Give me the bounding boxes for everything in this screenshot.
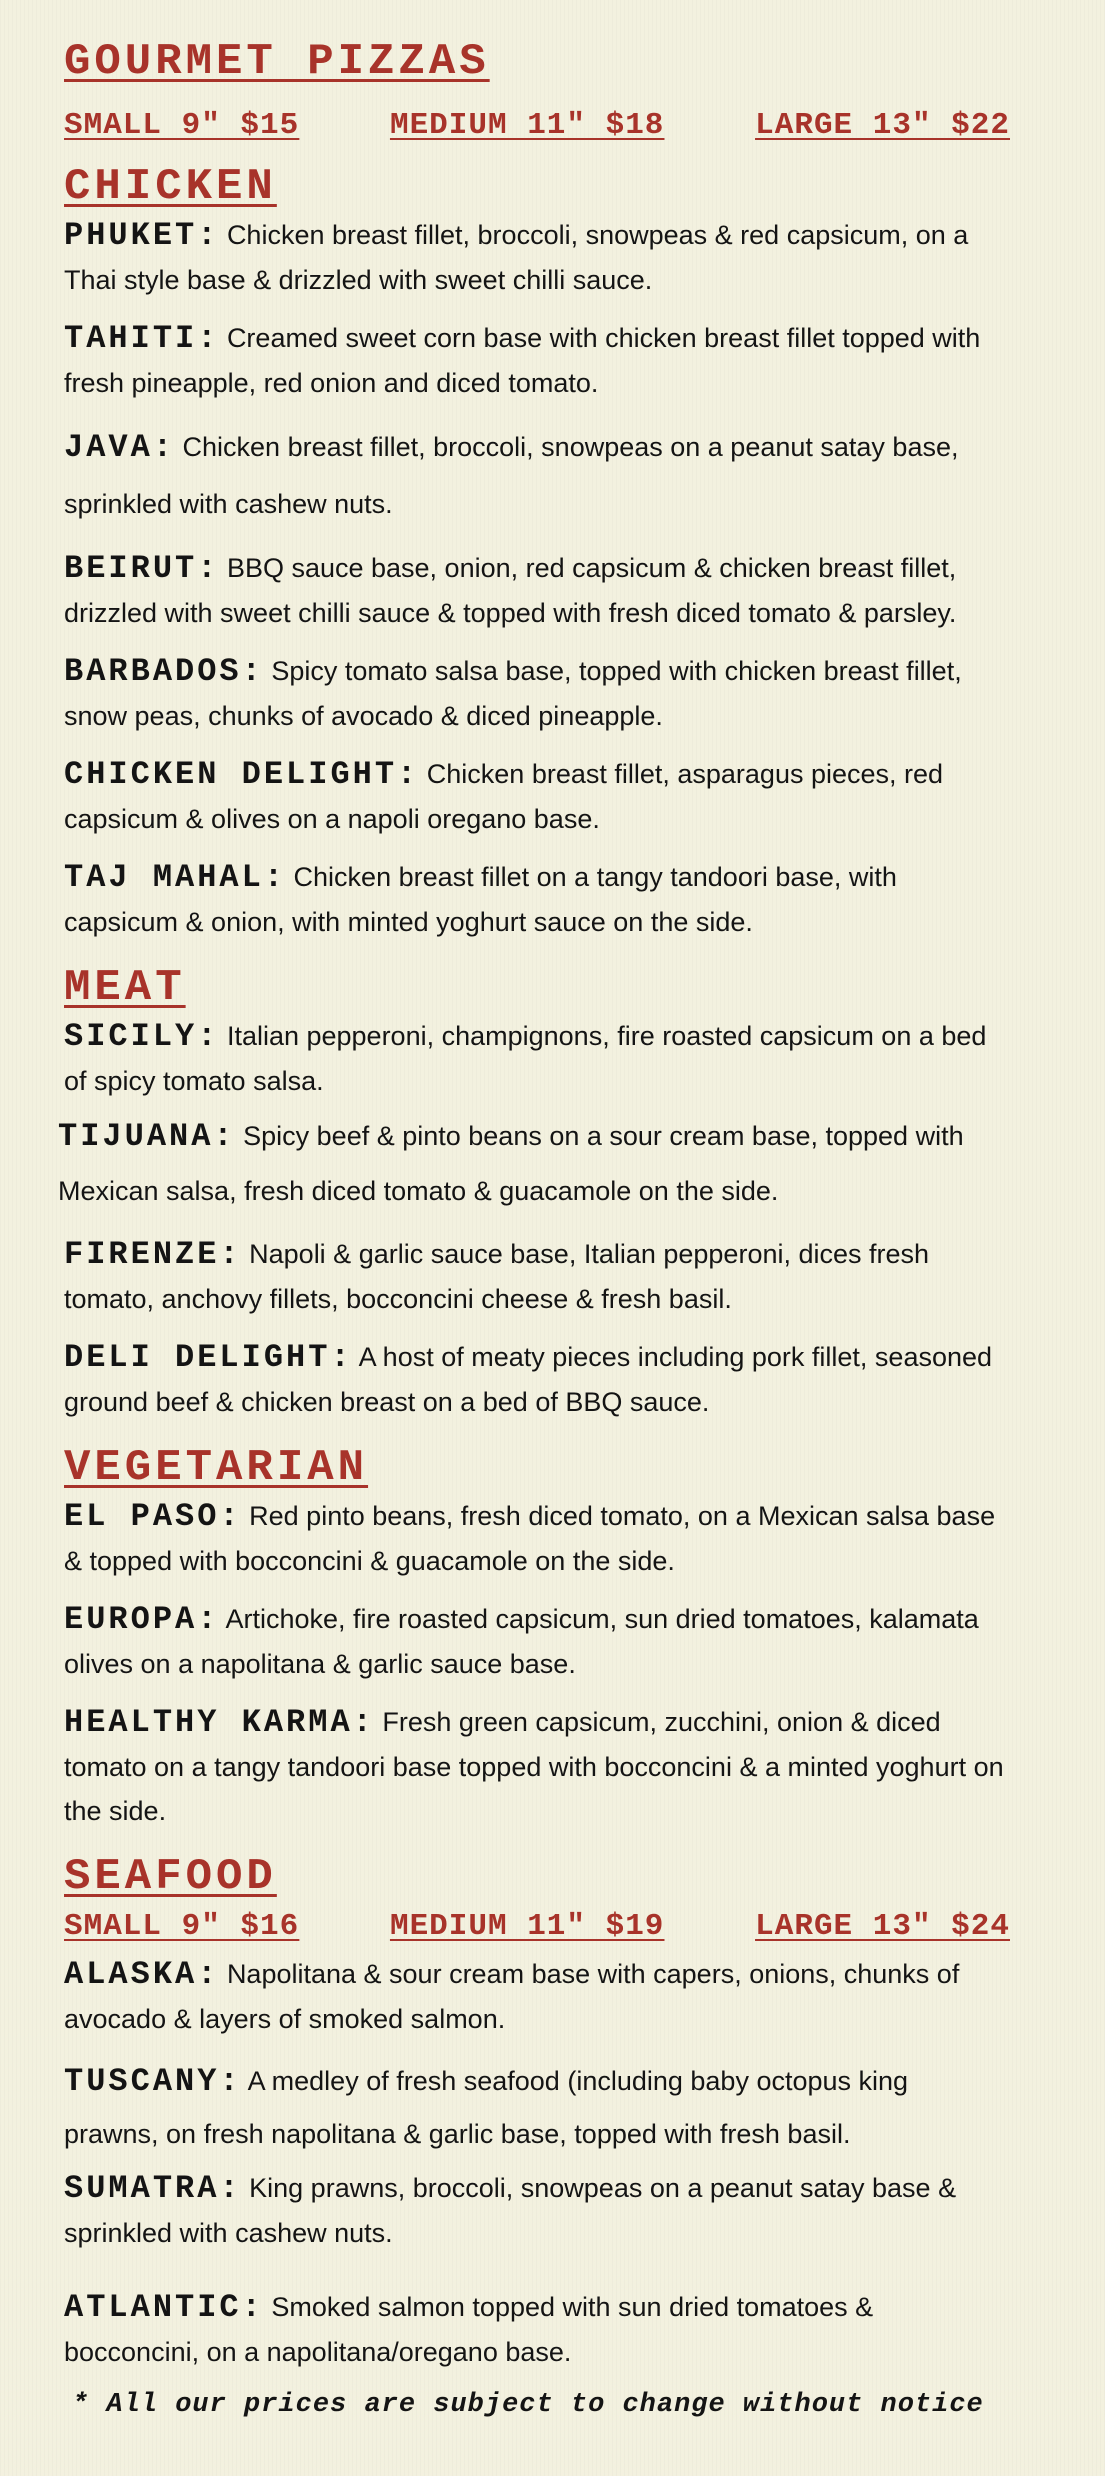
item-name: EUROPA: bbox=[64, 1601, 220, 1638]
menu-item bbox=[64, 1952, 1010, 2041]
item-description: Chicken breast fillet, broccoli, snowpeas on a peanut satay base, sprinkled with cashew nuts. bbox=[64, 432, 959, 519]
price-large: LARGE 13″ $24 bbox=[755, 1909, 1010, 1944]
item-description: Chicken breast fillet, asparagus pieces, red capsicum & olives on a napoli oregano base. bbox=[64, 759, 944, 834]
item-description: Italian pepperoni, champignons, fire roasted capsicum on a bed of spicy tomato salsa. bbox=[64, 1021, 987, 1096]
price-disclaimer: * All our prices are subject to change without notice bbox=[72, 2390, 984, 2420]
item-description: Spicy tomato salsa base, topped with chicken breast fillet, snow peas, chunks of avocado & diced pineapple. bbox=[64, 656, 962, 731]
gourmet-pizzas-title: GOURMET PIZZAS bbox=[64, 37, 490, 87]
menu-item bbox=[64, 649, 1010, 738]
vegetarian-items bbox=[64, 1494, 1010, 1833]
menu-item bbox=[64, 1597, 1010, 1686]
menu-item bbox=[64, 419, 1010, 532]
menu-item bbox=[64, 1700, 1010, 1833]
item-description: Chicken breast fillet, broccoli, snowpeas & red capsicum, on a Thai style base & drizzled with sweet chilli sauce. bbox=[64, 220, 969, 295]
meat-items bbox=[58, 1014, 1010, 1424]
item-description: A host of meaty pieces including pork fillet, seasoned ground beef & chicken breast on a bed of BBQ sauce. bbox=[64, 1342, 993, 1417]
menu-item bbox=[64, 316, 1010, 405]
menu-item bbox=[64, 1494, 1010, 1583]
item-name: ALASKA: bbox=[64, 1956, 220, 1993]
item-name: TUSCANY: bbox=[64, 2063, 242, 2100]
menu-item bbox=[64, 752, 1010, 841]
item-description: A medley of fresh seafood (including baby octopus king prawns, on fresh napolitana & garlic base, topped with fresh basil. bbox=[64, 2066, 909, 2149]
item-name: JAVA: bbox=[64, 429, 176, 466]
item-name: TAHITI: bbox=[64, 320, 220, 357]
menu-item bbox=[64, 1232, 1010, 1321]
menu-item bbox=[64, 2055, 1010, 2160]
menu-item bbox=[58, 1109, 1010, 1218]
item-description: Fresh green capsicum, zucchini, onion & diced tomato on a tangy tandoori base topped with bocconcini & a minted yoghurt on the side. bbox=[64, 1707, 1004, 1826]
item-description: Smoked salmon topped with sun dried tomatoes & bocconcini, on a napolitana/oregano base. bbox=[64, 2292, 874, 2367]
item-name: PHUKET: bbox=[64, 217, 220, 254]
item-description: King prawns, broccoli, snowpeas on a peanut satay base & sprinkled with cashew nuts. bbox=[64, 2173, 957, 2248]
menu-item bbox=[64, 855, 1010, 944]
item-name: FIRENZE: bbox=[64, 1236, 242, 1273]
menu-item bbox=[64, 213, 1010, 302]
chicken-items bbox=[64, 213, 1010, 944]
menu-page bbox=[58, 28, 1010, 2420]
gourmet-price-row bbox=[64, 108, 1010, 143]
item-name: ATLANTIC: bbox=[64, 2289, 264, 2326]
menu-item bbox=[64, 546, 1010, 635]
price-medium: MEDIUM 11″ $19 bbox=[389, 1909, 665, 1944]
menu-item bbox=[64, 1014, 1010, 1103]
item-name: BARBADOS: bbox=[64, 653, 264, 690]
item-description: Red pinto beans, fresh diced tomato, on a Mexican salsa base & topped with bocconcini & guacamole on the side. bbox=[64, 1501, 996, 1576]
chicken-section-title: CHICKEN bbox=[64, 162, 277, 212]
meat-section-title: MEAT bbox=[64, 963, 186, 1013]
item-description: Spicy beef & pinto beans on a sour cream base, topped with Mexican salsa, fresh diced tomato & guacamole on the side. bbox=[58, 1121, 964, 1206]
item-name: BEIRUT: bbox=[64, 550, 220, 587]
price-small: SMALL 9″ $15 bbox=[64, 108, 300, 143]
item-name: SUMATRA: bbox=[64, 2170, 242, 2207]
seafood-items bbox=[64, 1952, 1010, 2374]
menu-item bbox=[64, 2166, 1010, 2255]
price-medium: MEDIUM 11″ $18 bbox=[389, 108, 665, 143]
menu-item bbox=[64, 1335, 1010, 1424]
item-name: TAJ MAHAL: bbox=[64, 859, 287, 896]
item-description: Napoli & garlic sauce base, Italian pepperoni, dices fresh tomato, anchovy fillets, bocconcini cheese & fresh basil. bbox=[64, 1239, 930, 1314]
item-description: Creamed sweet corn base with chicken breast fillet topped with fresh pineapple, red onion and diced tomato. bbox=[64, 323, 981, 398]
item-description: Napolitana & sour cream base with capers, onions, chunks of avocado & layers of smoked salmon. bbox=[64, 1959, 960, 2034]
price-large: LARGE 13″ $22 bbox=[755, 108, 1010, 143]
item-description: Artichoke, fire roasted capsicum, sun dried tomatoes, kalamata olives on a napolitana & garlic sauce base. bbox=[64, 1604, 979, 1679]
item-name: DELI DELIGHT: bbox=[64, 1339, 353, 1376]
item-description: Chicken breast fillet on a tangy tandoori base, with capsicum & onion, with minted yoghurt sauce on the side. bbox=[64, 862, 897, 937]
menu-item bbox=[64, 2285, 1010, 2374]
vegetarian-section-title: VEGETARIAN bbox=[64, 1443, 369, 1493]
item-name: TIJUANA: bbox=[58, 1118, 236, 1155]
item-name: SICILY: bbox=[64, 1018, 220, 1055]
seafood-price-row bbox=[64, 1909, 1010, 1944]
item-name: EL PASO: bbox=[64, 1498, 242, 1535]
seafood-section-title: SEAFOOD bbox=[64, 1852, 277, 1902]
item-description: BBQ sauce base, onion, red capsicum & chicken breast fillet, drizzled with sweet chilli sauce & topped with fresh diced tomato & parsley. bbox=[64, 553, 957, 628]
price-small: SMALL 9″ $16 bbox=[64, 1909, 300, 1944]
item-name: CHICKEN DELIGHT: bbox=[64, 756, 420, 793]
item-name: HEALTHY KARMA: bbox=[64, 1704, 375, 1741]
